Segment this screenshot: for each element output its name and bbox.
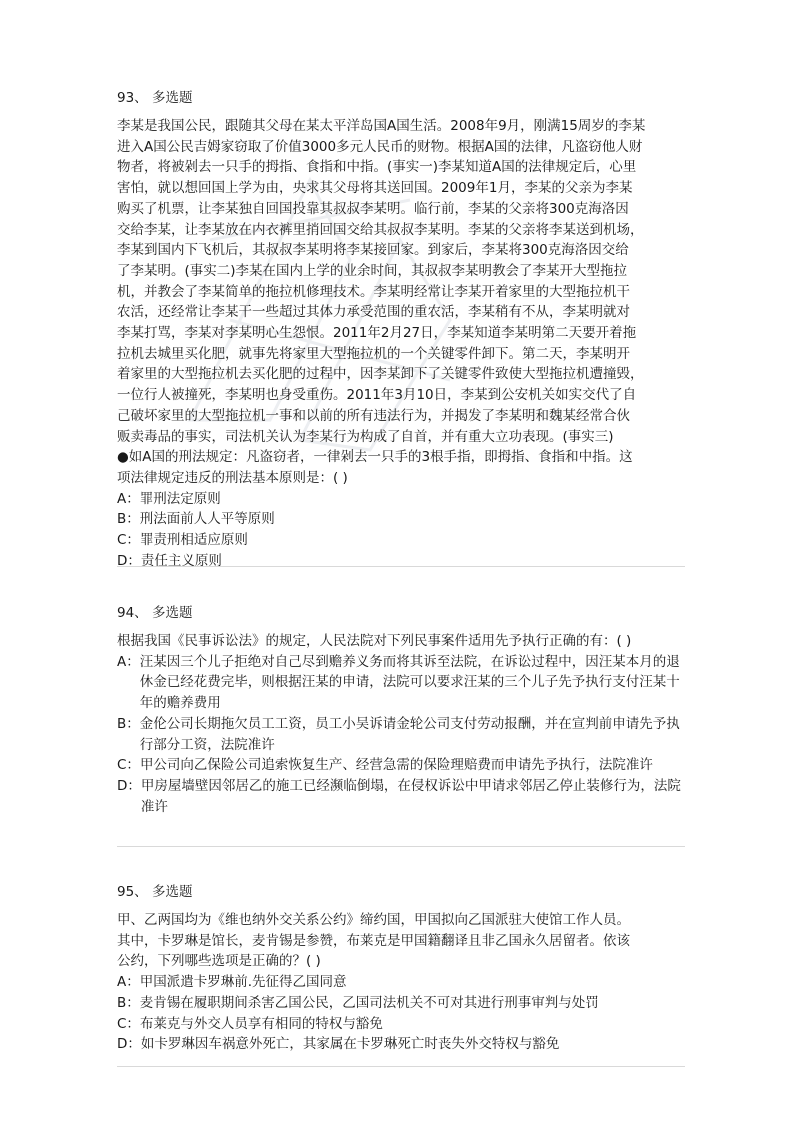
option-text: 刑法面前人人平等原则 (139, 511, 275, 528)
option-key: B： (117, 994, 140, 1011)
stem-line: 公约，下列哪些选项是正确的？( ) (117, 953, 321, 970)
question-stem (117, 631, 685, 652)
option-a[interactable] (117, 972, 685, 993)
option-d[interactable] (117, 1034, 685, 1055)
option-text: 汪某因三个儿子拒绝对自己尽到赡养义务而将其诉至法院，在诉讼过程中，因汪某本月的退休金已经花费完毕，则根据汪某的申请，法院可以要求汪某的三个儿子先予执行支付汪某十年的赡养费用 (139, 653, 680, 712)
option-key: D： (117, 777, 141, 794)
stem-line: 贩卖毒品的事实，司法机关认为李某行为构成了自首，并有重大立功表现。(事实三) (117, 428, 614, 445)
stem-line: 李某到国内下飞机后，其叔叔李某明将李某接回家。到家后，李某将300克海洛因交给 (117, 242, 629, 259)
option-c[interactable] (117, 530, 685, 551)
option-b[interactable] (117, 993, 685, 1014)
option-key: C： (117, 532, 140, 549)
stem-line: 甲、乙两国均为《维也纳外交关系公约》缔约国，甲国拟向乙国派驻大使馆工作人员。 (117, 912, 630, 928)
option-key: D： (117, 552, 141, 569)
option-text: 责任主义原则 (140, 552, 222, 569)
stem-line: 项法律规定违反的刑法基本原则是：( ) (117, 469, 348, 486)
option-text: 金伦公司长期拖欠员工工资，员工小吴诉请金轮公司支付劳动报酬，并在宣判前申请先予执行部分工资，法院准许 (139, 715, 680, 753)
option-key: C： (117, 1015, 140, 1032)
option-key: A： (117, 490, 140, 507)
divider (117, 846, 685, 847)
option-a[interactable] (117, 652, 685, 714)
question-stem (117, 116, 685, 489)
stem-line: ●如A国的刑法规定：凡盗窃者，一律剁去一只手的3根手指，即拇指、食指和中指。这 (117, 449, 633, 466)
option-c[interactable] (117, 1014, 685, 1035)
option-c[interactable] (117, 755, 685, 776)
question-94 (117, 603, 685, 817)
question-93 (117, 88, 685, 571)
option-text: 罪责刑相适应原则 (139, 532, 248, 549)
question-stem (117, 910, 685, 972)
option-key: D： (117, 1036, 141, 1053)
stem-line: 了李某明。(事实二)李某在国内上学的业余时间，其叔叔李某明教会了李某开大型拖拉 (117, 262, 628, 279)
option-text: 甲房屋墙壁因邻居乙的施工已经濒临倒塌，在侵权诉讼中甲请求邻居乙停止装修行为，法院准许 (140, 777, 681, 815)
stem-line: 拉机去城里买化肥，就事先将家里大型拖拉机的一个关键零件卸下。第二天，李某明开 (117, 345, 630, 362)
option-key: B： (117, 715, 140, 732)
option-text: 麦肯锡在履职期间杀害乙国公民，乙国司法机关不可对其进行刑事审判与处罚 (139, 994, 599, 1011)
stem-line: 交给李某，让李某放在内衣裤里捎回国交给其叔叔李某明。李某的父亲将李某送到机场， (117, 221, 644, 238)
stem-line: 害怕，就以想回国上学为由，央求其父母将其送回国。2009年1月，李某的父亲为李某 (117, 180, 633, 197)
divider (117, 1066, 685, 1067)
question-header: 95、 多选题 (117, 884, 193, 900)
option-key: C： (117, 757, 140, 774)
option-d[interactable] (117, 776, 685, 817)
option-b[interactable] (117, 509, 685, 530)
stem-line: 着家里的大型拖拉机去买化肥的过程中，因李某卸下了关键零件致使大型拖拉机遭撞毁， (117, 366, 644, 383)
option-key: B： (117, 511, 140, 528)
question-header: 94、 多选题 (117, 605, 193, 621)
stem-line: 机，并教会了李某简单的拖拉机修理技术。李某明经常让李某开着家里的大型拖拉机干 (117, 283, 630, 300)
option-text: 罪刑法定原则 (139, 490, 221, 507)
stem-line: 物者，将被剁去一只手的拇指、食指和中指。(事实一)李某知道A国的法律规定后，心里 (117, 159, 637, 176)
option-text: 布莱克与外交人员享有相同的特权与豁免 (139, 1015, 383, 1032)
option-text: 甲公司向乙保险公司追索恢复生产、经营急需的保险理赔费而申请先予执行，法院准许 (139, 757, 653, 774)
stem-line: 购买了机票，让李某独自回国投靠其叔叔李某明。临行前，李某的父亲将300克海洛因 (117, 200, 629, 217)
option-key: A： (117, 974, 140, 991)
option-key: A： (117, 653, 140, 670)
stem-line: 李某打骂，李某对李某明心生怨恨。2011年2月27日，李某知道李某明第二天要开着拖 (117, 325, 637, 342)
option-a[interactable] (117, 489, 685, 510)
question-header: 93、 多选题 (117, 90, 193, 106)
stem-line: 进入A国公民吉姆家窃取了价值3000多元人民币的财物。根据A国的法律，凡盗窃他人财 (117, 138, 643, 155)
option-text: 甲国派遣卡罗琳前.先征得乙国同意 (139, 974, 347, 991)
stem-line: 一位行人被撞死，李某明也身受重伤。2011年3月10日，李某到公安机关如实交代了自 (117, 387, 637, 404)
stem-line: 己破坏家里的大型拖拉机一事和以前的所有违法行为，并揭发了李某明和魏某经常合伙 (117, 407, 630, 424)
divider (117, 566, 685, 567)
option-d[interactable] (117, 551, 685, 572)
stem-line: 农活，还经常让李某干一些超过其体力承受范围的重农活，李某稍有不从，李某明就对 (117, 304, 630, 321)
stem-line: 根据我国《民事诉讼法》的规定，人民法院对下列民事案件适用先予执行正确的有：( ) (117, 633, 632, 649)
stem-line: 李某是我国公民，跟随其父母在某太平洋岛国A国生活。2008年9月，刚满15周岁的李某 (117, 118, 646, 134)
question-95 (117, 882, 685, 1055)
option-b[interactable] (117, 714, 685, 755)
option-text: 如卡罗琳因车祸意外死亡，其家属在卡罗琳死亡时丧失外交特权与豁免 (140, 1036, 560, 1053)
stem-line: 其中，卡罗琳是馆长，麦肯锡是参赞，布莱克是甲国籍翻译且非乙国永久居留者。依该 (117, 932, 630, 949)
